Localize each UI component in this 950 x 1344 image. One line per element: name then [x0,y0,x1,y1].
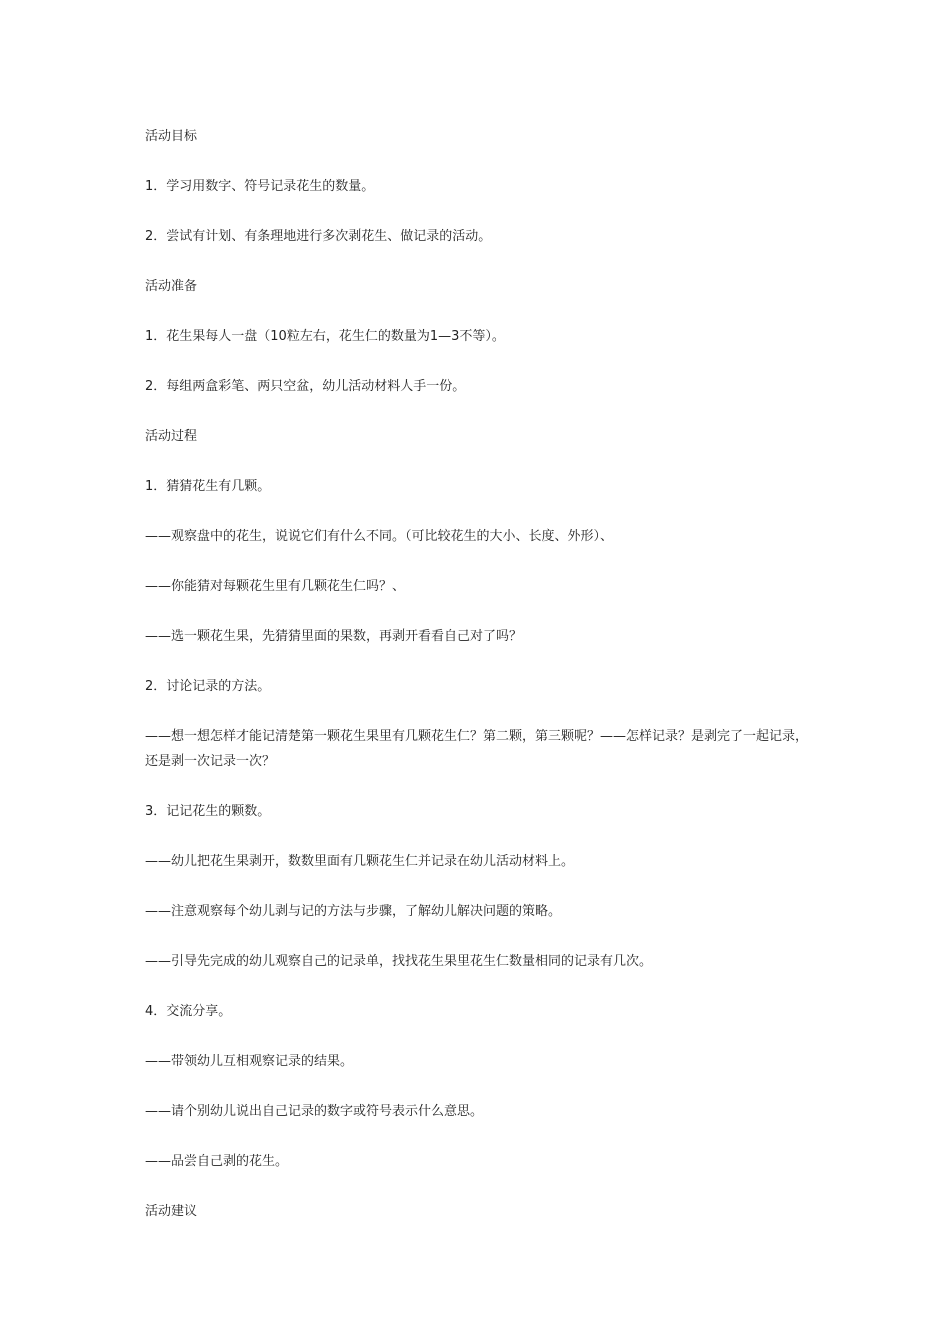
document-body [145,124,810,1249]
goal-item-1: 1．学习用数字、符号记录花生的数量。 [145,179,375,194]
process-step-1-detail-2: ——你能猜对每颗花生里有几颗花生仁吗？、 [145,579,406,594]
process-step-4-detail-1: ——带领幼儿互相观察记录的结果。 [145,1054,354,1069]
process-step-4-detail-3: ——品尝自己剥的花生。 [145,1154,289,1169]
section-heading-goals: 活动目标 [145,129,198,144]
process-step-1-detail-1: ——观察盘中的花生，说说它们有什么不同。（可比较花生的大小、长度、外形）、 [145,529,614,544]
process-step-3: 3．记记花生的颗数。 [145,804,271,819]
process-step-1: 1．猜猜花生有几颗。 [145,479,271,494]
process-step-4: 4．交流分享。 [145,1004,232,1019]
process-step-3-detail-3: ——引导先完成的幼儿观察自己的记录单，找找花生果里花生仁数量相同的记录有几次。 [145,954,653,969]
process-step-2-detail-1: ——想一想怎样才能记清楚第一颗花生果里有几颗花生仁？第二颗，第三颗呢？——怎样记录？是剥完了一起记录，还是剥一次记录一次？ [145,729,809,769]
section-heading-process: 活动过程 [145,429,198,444]
preparation-item-2: 2．每组两盒彩笔、两只空盆，幼儿活动材料人手一份。 [145,379,466,394]
process-step-4-detail-2: ——请个别幼儿说出自己记录的数字或符号表示什么意思。 [145,1104,484,1119]
section-heading-preparation: 活动准备 [145,279,198,294]
process-step-1-detail-3: ——选一颗花生果，先猜猜里面的果数，再剥开看看自己对了吗？ [145,629,523,644]
preparation-item-1: 1．花生果每人一盘（10粒左右，花生仁的数量为1—3不等）。 [145,329,505,344]
process-step-3-detail-2: ——注意观察每个幼儿剥与记的方法与步骤，了解幼儿解决问题的策略。 [145,904,562,919]
section-heading-suggestions: 活动建议 [145,1204,198,1219]
process-step-3-detail-1: ——幼儿把花生果剥开，数数里面有几颗花生仁并记录在幼儿活动材料上。 [145,854,575,869]
goal-item-2: 2．尝试有计划、有条理地进行多次剥花生、做记录的活动。 [145,229,492,244]
process-step-2: 2．讨论记录的方法。 [145,679,271,694]
